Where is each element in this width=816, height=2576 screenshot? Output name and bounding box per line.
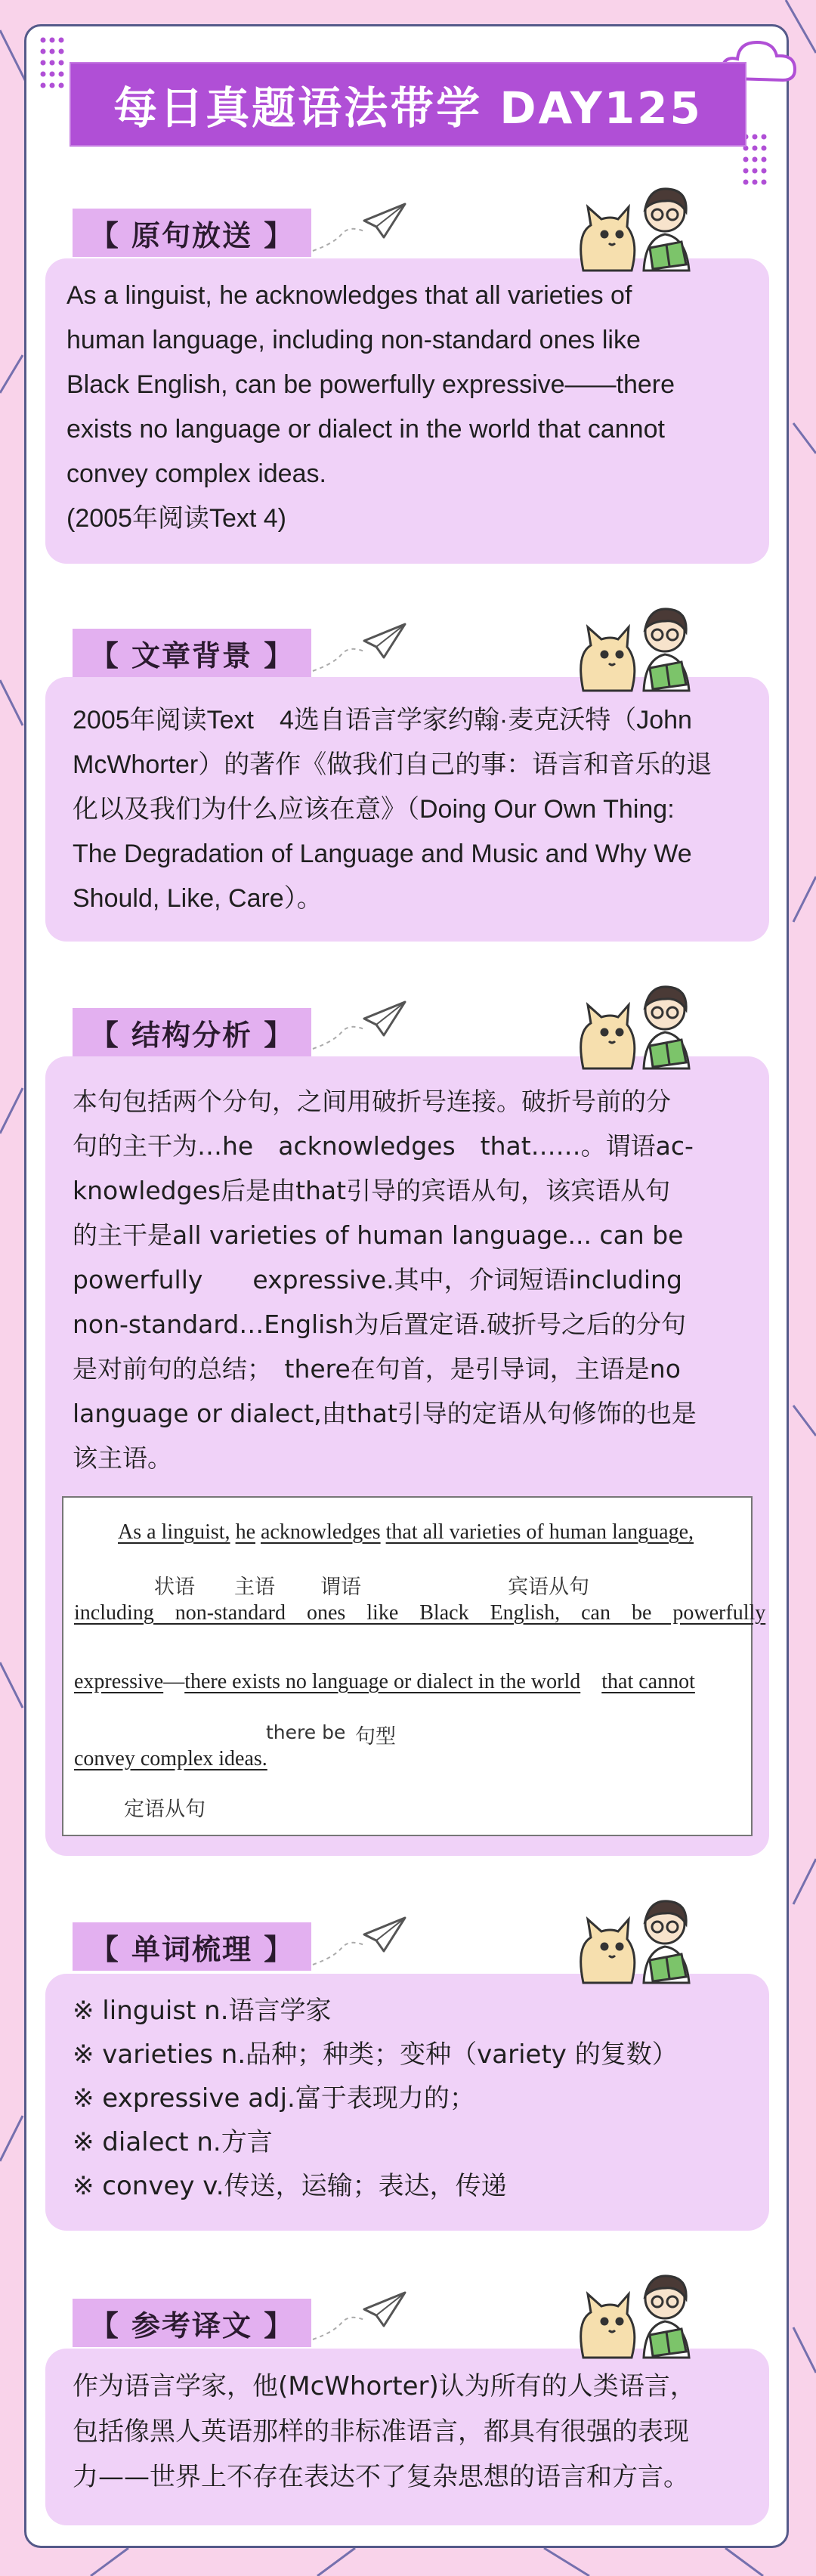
vocabulary-list: [73, 1989, 678, 2208]
text-line: 化以及我们为什么应该在意》（Doing Our Own Thing:: [73, 795, 675, 824]
text-line: non-standard…English为后置定语.破折号之后的分句: [73, 1310, 686, 1339]
section-title: 【 原句放送 】: [89, 218, 295, 252]
text-line: McWhorter）的著作《做我们自己的事：语言和音乐的退: [73, 750, 712, 779]
section-title: 【 文章背景 】: [89, 639, 295, 673]
translation-text: [73, 2364, 737, 2500]
paper-plane-icon: [311, 2287, 410, 2347]
label-object-clause: 宾语从句: [508, 1576, 589, 1599]
paper-plane-icon: [311, 996, 410, 1056]
text-line: convey complex ideas.: [66, 459, 326, 488]
adverbial-phrase: As a linguist,: [118, 1520, 230, 1544]
text-line: 作为语言学家，他(McWhorter)认为所有的人类语言，: [73, 2371, 696, 2401]
paper-plane-icon: [311, 1912, 410, 1972]
label-there-be: there be: [266, 1721, 346, 1743]
text-line: human language, including non-standard ones like: [66, 326, 641, 354]
text-line: 是对前句的总结； there在句首，是引导词，主语是no: [73, 1354, 681, 1384]
predicate-word: acknowledges: [261, 1520, 381, 1544]
text-line: 包括像黑人英语那样的非标准语言，都具有很强的表现: [73, 2417, 689, 2447]
text-line: 的主干是all varieties of human language... can be: [73, 1220, 684, 1250]
label-predicate: 谓语: [320, 1576, 361, 1599]
source-note: (2005年阅读Text 4): [66, 504, 286, 533]
text-line: As a linguist, he acknowledges that all varieties of: [66, 281, 632, 310]
label-sentence-pattern: 句型: [355, 1725, 396, 1749]
diagram-line-2: [74, 1596, 765, 1626]
text-line: 本句包括两个分句，之间用破折号连接。破折号前的分: [73, 1087, 671, 1116]
section-label-original: [73, 209, 311, 257]
text-line: language or dialect,由that引导的定语从句修饰的也是: [73, 1399, 697, 1428]
original-sentence-text: [66, 274, 739, 541]
vocab-item: ※ dialect n.方言: [73, 2127, 273, 2157]
section-title: 【 参考译文 】: [89, 2309, 295, 2343]
background-text: [73, 698, 737, 921]
diagram-line-3: [74, 1670, 695, 1694]
text-line: Should, Like, Care）。: [73, 884, 323, 913]
attributive-clause-end: convey complex ideas.: [74, 1747, 267, 1770]
cat-and-reader-mascot-icon: [568, 2268, 704, 2359]
page-title-banner: [71, 63, 745, 145]
dash: —: [163, 1670, 185, 1693]
section-title: 【 结构分析 】: [89, 1018, 295, 1052]
section-label-vocabulary: [73, 1922, 311, 1971]
dot-grid-icon: [39, 36, 65, 100]
vocab-item: ※ convey v.传送，运输；表达，传递: [73, 2171, 507, 2201]
section-label-background: [73, 629, 311, 677]
text-line: 句的主干为…he acknowledges that……。谓语ac-: [73, 1131, 694, 1161]
vocab-item: ※ varieties n.品种；种类；变种（variety 的复数）: [73, 2039, 678, 2070]
modifier-phrase: including non-standard ones like Black English, can be powerfully: [74, 1601, 766, 1625]
vocab-item: ※ linguist n.语言学家: [73, 1996, 332, 2026]
paper-plane-icon: [311, 198, 410, 258]
text-line: 力——世界上不存在表达不了复杂思想的语言和方言。: [73, 2462, 689, 2492]
dot-grid-icon: [742, 133, 768, 189]
structure-text: [73, 1079, 737, 1480]
section-title: 【 单词梳理 】: [89, 1932, 295, 1966]
cat-and-reader-mascot-icon: [568, 181, 704, 272]
text-line: knowledges后是由that引导的宾语从句，该宾语从句: [73, 1176, 671, 1205]
text-line: 2005年阅读Text 4选自语言学家约翰·麦克沃特（John: [73, 706, 692, 734]
label-subject: 主语: [234, 1576, 275, 1599]
label-attributive-clause: 定语从句: [124, 1798, 206, 1821]
section-label-translation: [73, 2299, 311, 2347]
section-label-structure: [73, 1008, 311, 1056]
page-title: 每日真题语法带学 DAY125: [113, 82, 703, 134]
expressive-word: expressive: [74, 1670, 164, 1693]
there-be-clause: there exists no language or dialect in the world: [184, 1670, 581, 1693]
object-clause: that all varieties of human language,: [385, 1520, 694, 1544]
diagram-line-4: [74, 1747, 267, 1771]
cat-and-reader-mascot-icon: [568, 601, 704, 692]
subject-word: he: [235, 1520, 255, 1544]
text-line: The Degradation of Language and Music and Why We: [73, 840, 692, 868]
text-line: powerfully expressive.其中，介词短语including: [73, 1265, 682, 1294]
text-line: exists no language or dialect in the world that cannot: [66, 415, 665, 444]
text-line: Black English, can be powerfully expressive——there: [66, 370, 675, 399]
label-adverbial: 状语: [154, 1576, 195, 1599]
vocab-item: ※ expressive adj.富于表现力的；: [73, 2083, 475, 2114]
paper-plane-icon: [311, 618, 410, 679]
cat-and-reader-mascot-icon: [568, 1894, 704, 1984]
text-line: 该主语。: [73, 1443, 172, 1473]
diagram-line-1: [118, 1520, 694, 1545]
sentence-analysis-diagram: [62, 1496, 766, 1836]
cat-and-reader-mascot-icon: [568, 979, 704, 1070]
attributive-clause-start: that cannot: [601, 1670, 695, 1693]
